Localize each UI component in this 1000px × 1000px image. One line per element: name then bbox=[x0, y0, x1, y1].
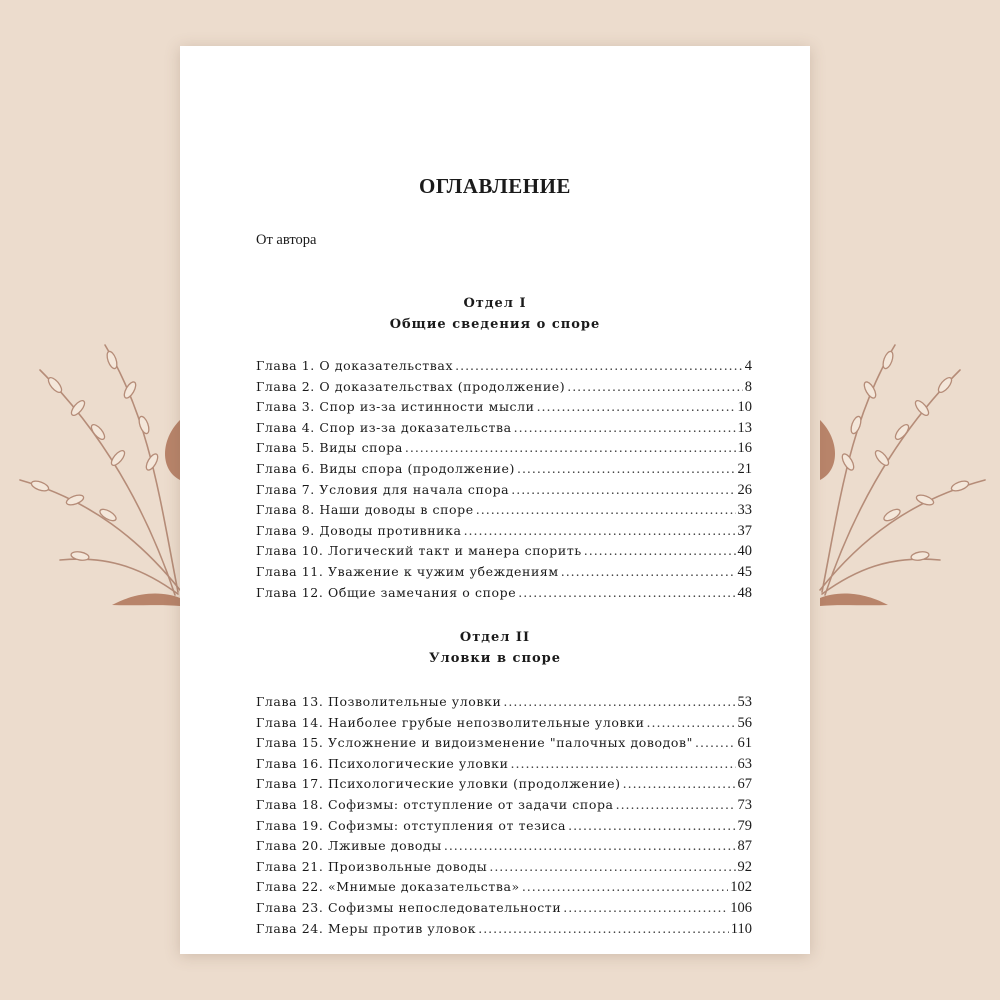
toc-page-number: 67 bbox=[737, 776, 752, 793]
toc-entry-label: Глава 20. Лживые доводы bbox=[256, 838, 442, 854]
toc-dot-leader bbox=[584, 543, 736, 558]
toc-page-number: 26 bbox=[737, 481, 752, 498]
toc-page-number: 63 bbox=[737, 755, 752, 772]
toc-entry bbox=[256, 420, 752, 441]
toc-page-number: 48 bbox=[737, 584, 752, 601]
toc-page-number: 92 bbox=[737, 858, 752, 875]
toc-page-number: 16 bbox=[737, 440, 752, 457]
right-leaf bbox=[820, 420, 835, 480]
toc-entry bbox=[256, 543, 752, 564]
toc-dot-leader bbox=[405, 440, 736, 455]
toc-entry bbox=[256, 756, 752, 777]
toc-entry bbox=[256, 585, 752, 606]
toc-dot-leader bbox=[444, 838, 736, 853]
left-leaf bbox=[165, 420, 180, 480]
toc-page-number: 102 bbox=[730, 879, 752, 896]
toc-entry-label: Глава 3. Спор из-за истинности мысли bbox=[256, 399, 535, 415]
toc-page-number: 73 bbox=[737, 796, 752, 813]
toc-entry-label: Глава 1. О доказательствах bbox=[256, 358, 454, 373]
toc-entry-label: Глава 9. Доводы противника bbox=[256, 522, 462, 538]
toc-entry-label: Глава 11. Уважение к чужим убеждениям bbox=[256, 563, 559, 579]
toc-page-number: 21 bbox=[737, 460, 752, 477]
toc-dot-leader bbox=[563, 900, 728, 915]
toc-dot-leader bbox=[455, 358, 743, 373]
toc-entry bbox=[256, 502, 752, 523]
toc-entry-label: Глава 17. Психологические уловки (продолжение) bbox=[256, 776, 621, 792]
toc-entry bbox=[256, 399, 752, 420]
toc-entry bbox=[256, 735, 752, 756]
toc-dot-leader bbox=[517, 461, 736, 476]
toc-dot-leader bbox=[568, 818, 735, 833]
toc-entry bbox=[256, 900, 752, 921]
toc-page-number: 33 bbox=[737, 502, 752, 519]
toc-entry-label: Глава 16. Психологические уловки bbox=[256, 755, 509, 771]
toc-page-number: 37 bbox=[737, 522, 752, 539]
right-branch-4 bbox=[822, 559, 940, 594]
toc-page-number: 13 bbox=[737, 419, 752, 436]
toc-entry-label: Глава 23. Софизмы непоследовательности bbox=[256, 899, 562, 915]
right-branch-2 bbox=[822, 345, 895, 592]
toc-page-number: 40 bbox=[737, 543, 752, 560]
toc-entry-label: Глава 14. Наиболее грубые непозволительные уловки bbox=[256, 714, 645, 730]
section-heading-2: Отдел II bbox=[459, 630, 531, 645]
left-branch-4 bbox=[60, 559, 178, 594]
book-page bbox=[180, 46, 810, 954]
toc-page-number: 10 bbox=[737, 399, 752, 416]
toc-entry bbox=[256, 838, 752, 859]
toc-entry-label: Глава 8. Наши доводы в споре bbox=[256, 502, 474, 518]
toc-entry bbox=[256, 694, 752, 715]
toc-entry bbox=[256, 776, 752, 797]
toc-entry-label: Глава 4. Спор из-за доказательства bbox=[256, 419, 512, 435]
page-title: ОГЛАВЛЕНИЕ bbox=[419, 174, 571, 198]
toc-entry-from-author: От автора bbox=[256, 232, 317, 248]
toc-page-number: 53 bbox=[737, 694, 752, 710]
toc-entry-label: Глава 7. Условия для начала спора bbox=[256, 481, 510, 497]
toc-dot-leader bbox=[567, 379, 743, 394]
toc-dot-leader bbox=[616, 797, 736, 812]
toc-entry bbox=[256, 461, 752, 482]
toc-page-number: 110 bbox=[730, 920, 752, 937]
toc-list-section-2 bbox=[256, 694, 752, 941]
toc-entry bbox=[256, 523, 752, 544]
toc-dot-leader bbox=[514, 420, 736, 435]
toc-entry bbox=[256, 818, 752, 839]
toc-dot-leader bbox=[511, 482, 735, 497]
toc-page-number: 79 bbox=[737, 817, 752, 834]
toc-entry-label: Глава 6. Виды спора (продолжение) bbox=[256, 460, 515, 476]
toc-dot-leader bbox=[511, 756, 736, 771]
toc-list-section-1 bbox=[256, 358, 752, 605]
toc-page-number: 87 bbox=[737, 838, 752, 855]
toc-entry bbox=[256, 379, 752, 400]
toc-dot-leader bbox=[464, 523, 736, 538]
toc-dot-leader bbox=[518, 585, 735, 600]
toc-entry-label: Глава 21. Произвольные доводы bbox=[256, 858, 488, 874]
toc-page-number: 106 bbox=[730, 899, 752, 916]
toc-dot-leader bbox=[623, 776, 736, 791]
toc-entry-label: Глава 18. Софизмы: отступление от задачи спора bbox=[256, 796, 614, 812]
toc-dot-leader bbox=[695, 735, 735, 750]
toc-dot-leader bbox=[476, 502, 736, 517]
toc-page-number: 4 bbox=[744, 358, 752, 374]
section-subtitle-1: Общие сведения о споре bbox=[389, 317, 601, 332]
toc-entry bbox=[256, 921, 752, 942]
toc-entry-label: Глава 24. Меры против уловок bbox=[256, 920, 477, 936]
left-ribbon bbox=[112, 594, 180, 606]
toc-page-number: 8 bbox=[744, 378, 752, 395]
toc-dot-leader bbox=[647, 715, 736, 730]
toc-page-number: 45 bbox=[737, 563, 752, 580]
toc-dot-leader bbox=[561, 564, 736, 579]
toc-entry-label: Глава 2. О доказательствах (продолжение) bbox=[256, 378, 566, 394]
toc-entry-label: Глава 15. Усложнение и видоизменение "палочных доводов" bbox=[256, 735, 694, 751]
toc-entry-label: Глава 22. «Мнимые доказательства» bbox=[256, 879, 520, 895]
toc-entry bbox=[256, 440, 752, 461]
toc-dot-leader bbox=[537, 399, 736, 414]
toc-entry-label: Глава 13. Позволительные уловки bbox=[256, 694, 502, 709]
toc-entry bbox=[256, 797, 752, 818]
toc-entry-label: Глава 19. Софизмы: отступления от тезиса bbox=[256, 817, 567, 833]
section-heading-1: Отдел I bbox=[463, 296, 527, 311]
section-subtitle-2: Уловки в споре bbox=[429, 651, 561, 666]
toc-entry bbox=[256, 564, 752, 585]
right-branch-3 bbox=[820, 480, 985, 590]
toc-entry bbox=[256, 879, 752, 900]
toc-dot-leader bbox=[503, 694, 735, 709]
toc-entry bbox=[256, 482, 752, 503]
toc-entry-label: Глава 5. Виды спора bbox=[256, 440, 403, 456]
left-branch-3 bbox=[20, 480, 180, 590]
toc-dot-leader bbox=[478, 921, 729, 936]
toc-entry-label: Глава 12. Общие замечания о споре bbox=[256, 584, 517, 600]
left-branch-2 bbox=[105, 345, 178, 592]
toc-dot-leader bbox=[489, 859, 735, 874]
toc-entry bbox=[256, 358, 752, 379]
toc-entry-label: Глава 10. Логический такт и манера спорить bbox=[256, 543, 582, 559]
toc-page-number: 56 bbox=[737, 714, 752, 731]
toc-entry bbox=[256, 859, 752, 880]
toc-page-number: 61 bbox=[737, 735, 752, 752]
toc-dot-leader bbox=[522, 879, 728, 894]
right-ribbon bbox=[820, 594, 888, 606]
toc-entry bbox=[256, 715, 752, 736]
